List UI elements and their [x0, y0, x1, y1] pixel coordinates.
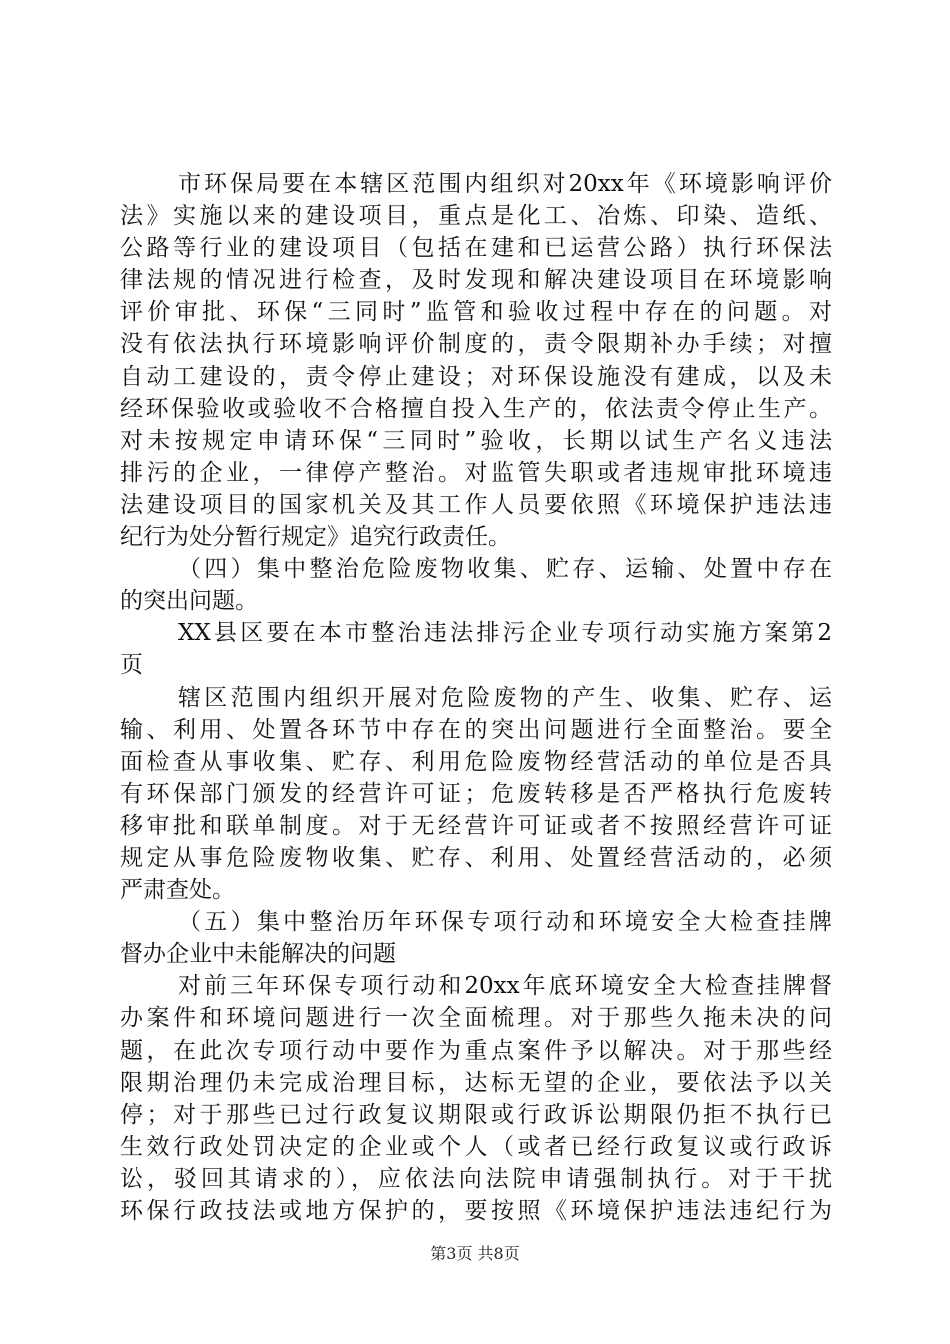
text-line: 规定从事危险废物收集、贮存、利用、处置经营活动的，必须 [120, 844, 832, 871]
text-line: 法建设项目的国家机关及其工作人员要依照《环境保护违法违 [120, 491, 832, 518]
section-heading: 督办企业中未能解决的问题 [120, 941, 396, 968]
text-line: 面检查从事收集、贮存、利用危险废物经营活动的单位是否具 [120, 748, 832, 775]
text-line: 市环保局要在本辖区范围内组织对20xx年《环境影响评价 [178, 171, 832, 197]
text-line: 法》实施以来的建设项目，重点是化工、冶炼、印染、造纸、 [120, 203, 832, 230]
text-line: 没有依法执行环境影响评价制度的，责令限期补办手续；对擅 [120, 331, 832, 358]
text-line: XX县区要在本市整治违法排污企业专项行动实施方案第2 [178, 620, 832, 647]
text-line: 移审批和联单制度。对于无经营许可证或者不按照经营许可证 [120, 812, 832, 839]
text-line: 生效行政处罚决定的企业或个人（或者已经行政复议或行政诉 [120, 1133, 832, 1160]
text-line: 题，在此次专项行动中要作为重点案件予以解决。对于那些经 [120, 1037, 832, 1064]
text-line: 页 [120, 652, 143, 679]
text-line: 停；对于那些已过行政复议期限或行政诉讼期限仍拒不执行已 [120, 1101, 832, 1128]
body-text [120, 168, 832, 1227]
text-line: 有环保部门颁发的经营许可证；危废转移是否严格执行危废转 [120, 780, 832, 807]
text-line: 对前三年环保专项行动和20xx年底环境安全大检查挂牌督 [178, 973, 832, 1000]
text-line: 经环保验收或验收不合格擅自投入生产的，依法责令停止生产。 [120, 395, 832, 422]
text-line: 评价审批、环保“三同时”监管和验收过程中存在的问题。对 [120, 299, 832, 326]
text-line: 辖区范围内组织开展对危险废物的产生、收集、贮存、运 [178, 684, 832, 711]
section-heading: （五）集中整治历年环保专项行动和环境安全大检查挂牌 [178, 909, 832, 936]
text-line: 限期治理仍未完成治理目标，达标无望的企业，要依法予以关 [120, 1069, 832, 1096]
section-heading: （四）集中整治危险废物收集、贮存、运输、处置中存在 [178, 556, 832, 583]
section-heading: 的突出问题。 [120, 588, 258, 615]
text-line: 环保行政技法或地方保护的，要按照《环境保护违法违纪行为 [120, 1198, 832, 1224]
text-line: 纪行为处分暂行规定》追究行政责任。 [120, 524, 511, 551]
text-line: 讼，驳回其请求的），应依法向法院申请强制执行。对于干扰 [120, 1165, 832, 1192]
text-line: 律法规的情况进行检查，及时发现和解决建设项目在环境影响 [120, 267, 832, 294]
text-line: 公路等行业的建设项目（包括在建和已运营公路）执行环保法 [120, 235, 832, 262]
page-footer: 第3页 共8页 [430, 1244, 520, 1263]
text-line: 对未按规定申请环保“三同时”验收，长期以试生产名义违法 [120, 427, 832, 454]
text-line: 排污的企业，一律停产整治。对监管失职或者违规审批环境违 [120, 459, 832, 486]
text-line: 办案件和环境问题进行一次全面梳理。对于那些久拖未决的问 [120, 1005, 832, 1032]
text-line: 输、利用、处置各环节中存在的突出问题进行全面整治。要全 [120, 716, 832, 743]
text-line: 自动工建设的，责令停止建设；对环保设施没有建成，以及未 [120, 363, 832, 390]
text-line: 严肃查处。 [120, 877, 235, 904]
